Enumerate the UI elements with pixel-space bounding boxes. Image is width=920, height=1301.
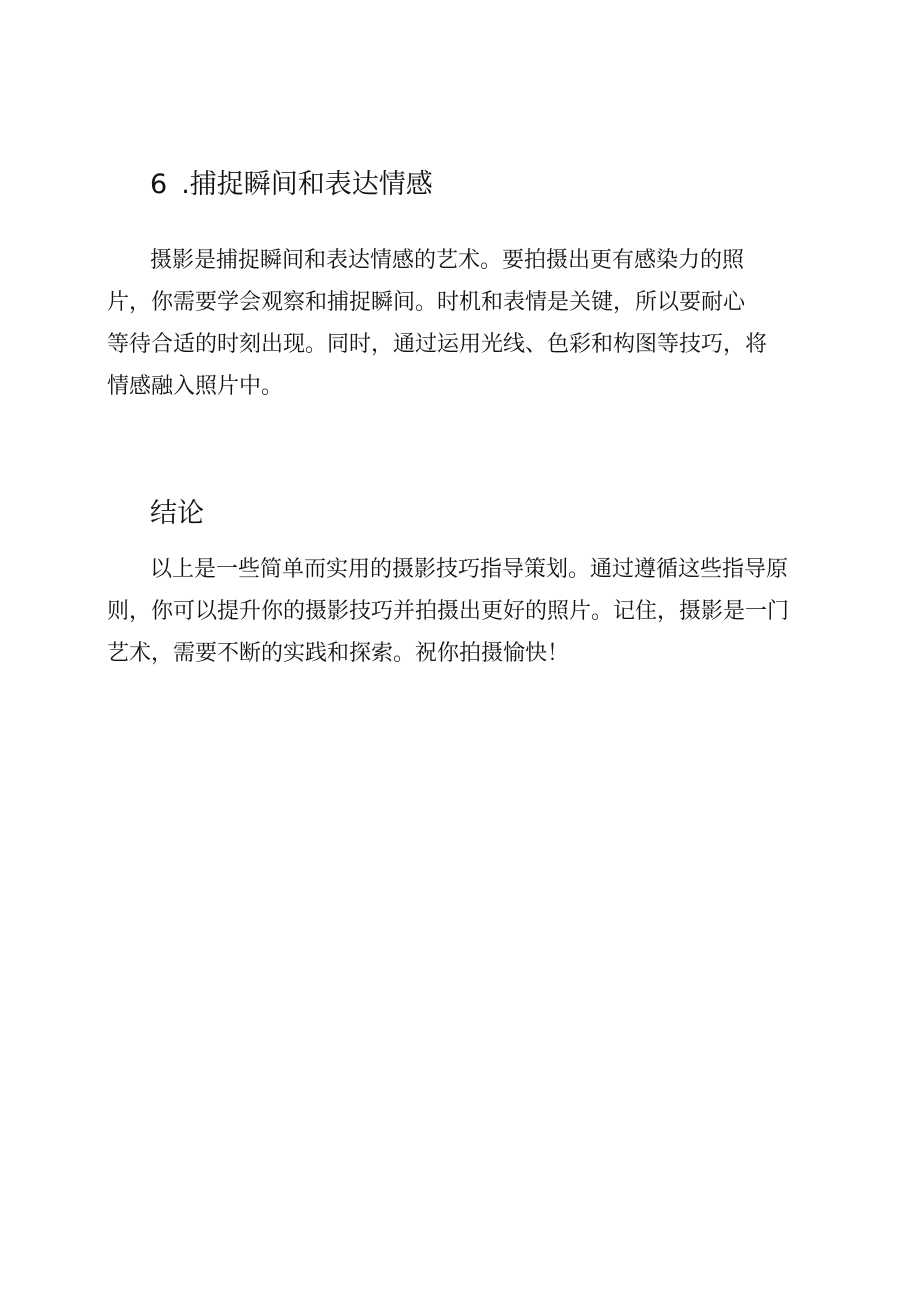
conclusion-paragraph [107, 549, 789, 675]
paragraph-line: 以上是一些简单而实用的摄影技巧指导策划。通过遵循这些指导原 [150, 557, 789, 582]
conclusion-heading: 结论 [150, 498, 204, 529]
section-number: 6 [150, 169, 168, 200]
paragraph-line: 摄影是捕捉瞬间和表达情感的艺术。要拍摄出更有感染力的照 [150, 248, 745, 273]
section-heading-6 [150, 167, 433, 203]
section-6-paragraph [107, 240, 767, 408]
paragraph-line: 片，你需要学会观察和捕捉瞬间。时机和表情是关键，所以要耐心 [107, 290, 746, 315]
paragraph-line: 艺术，需要不断的实践和探索。祝你拍摄愉快！ [107, 641, 570, 666]
paragraph-line: 情感融入照片中。 [107, 374, 284, 399]
paragraph-line: 则，你可以提升你的摄影技巧并拍摄出更好的照片。记住，摄影是一门 [107, 599, 790, 624]
section-title: .捕捉瞬间和表达情感 [181, 169, 433, 200]
paragraph-line: 等待合适的时刻出现。同时，通过运用光线、色彩和构图等技巧，将 [107, 332, 768, 357]
